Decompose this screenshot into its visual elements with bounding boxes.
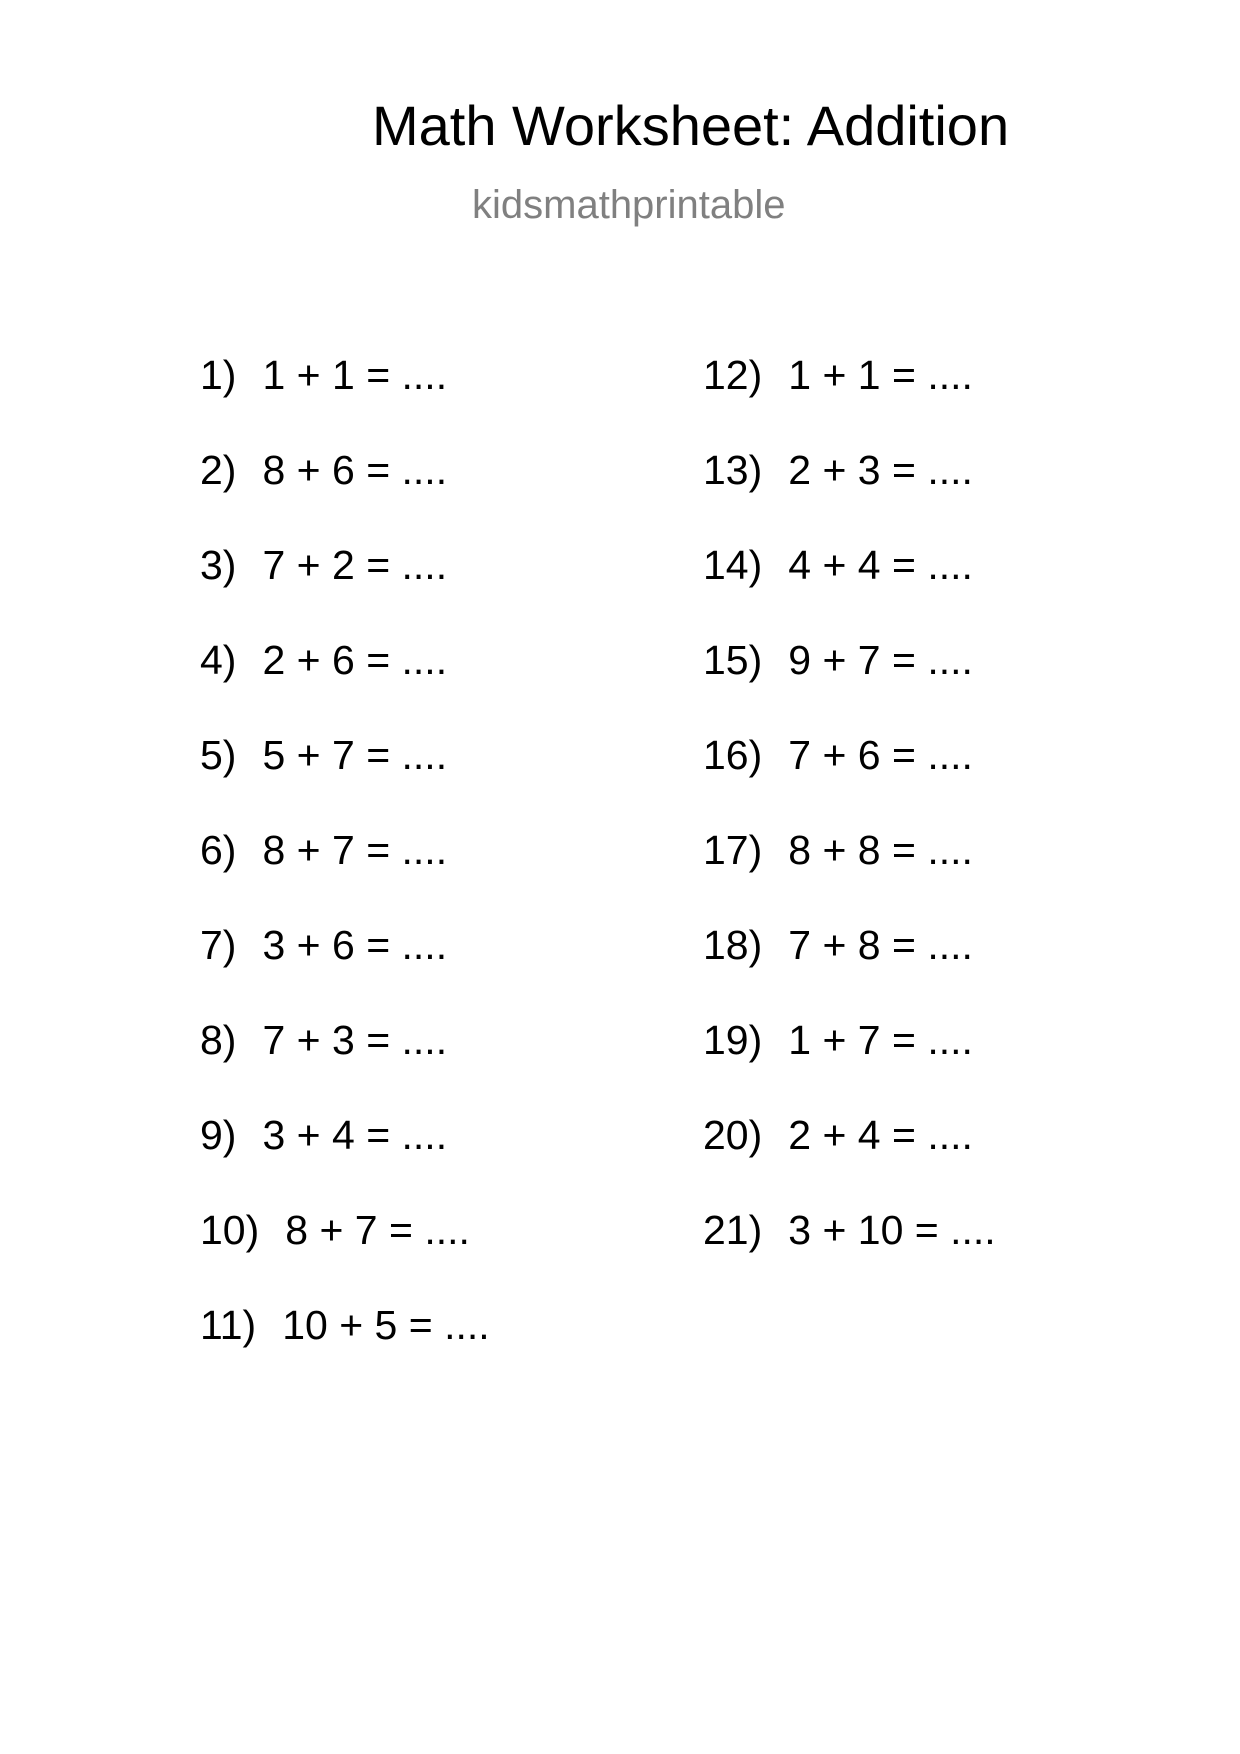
problem-number: 10) <box>200 1207 260 1253</box>
problem-number: 21) <box>703 1207 763 1253</box>
problem-item <box>200 542 490 640</box>
problem-expression: 10 + 5 = .... <box>282 1302 490 1348</box>
problem-expression: 2 + 6 = .... <box>262 637 448 683</box>
problem-item <box>200 352 490 450</box>
problem-expression: 1 + 1 = .... <box>262 352 448 398</box>
problem-item <box>703 1207 996 1305</box>
problem-expression: 3 + 4 = .... <box>262 1112 448 1158</box>
problem-item <box>703 732 996 830</box>
problem-number: 8) <box>200 1017 237 1063</box>
problem-number: 2) <box>200 447 237 493</box>
problem-number: 16) <box>703 732 763 778</box>
problem-expression: 7 + 8 = .... <box>788 922 973 968</box>
problem-expression: 7 + 6 = .... <box>788 732 973 778</box>
problem-item <box>703 447 996 545</box>
problem-item <box>703 542 996 640</box>
problem-item <box>703 1017 996 1115</box>
problem-number: 4) <box>200 637 237 683</box>
problem-expression: 5 + 7 = .... <box>262 732 448 778</box>
problem-expression: 1 + 7 = .... <box>788 1017 973 1063</box>
problem-item <box>200 447 490 545</box>
problem-column-left <box>200 352 490 1400</box>
problem-item <box>200 922 490 1020</box>
problem-number: 7) <box>200 922 237 968</box>
problem-expression: 8 + 8 = .... <box>788 827 973 873</box>
problem-item <box>200 1302 490 1400</box>
problem-expression: 4 + 4 = .... <box>788 542 973 588</box>
problem-item <box>200 732 490 830</box>
problem-number: 18) <box>703 922 763 968</box>
problem-item <box>703 352 996 450</box>
problem-number: 1) <box>200 352 237 398</box>
problem-number: 19) <box>703 1017 763 1063</box>
problem-expression: 7 + 2 = .... <box>262 542 448 588</box>
problem-item <box>703 827 996 925</box>
problem-number: 17) <box>703 827 763 873</box>
page-title: Math Worksheet: Addition <box>372 94 1010 157</box>
problem-column-right <box>703 352 996 1305</box>
problem-number: 9) <box>200 1112 237 1158</box>
problem-item <box>200 1112 490 1210</box>
problem-expression: 3 + 10 = .... <box>788 1207 996 1253</box>
problem-number: 6) <box>200 827 237 873</box>
problem-item <box>200 1017 490 1115</box>
problem-expression: 2 + 3 = .... <box>788 447 973 493</box>
problem-item <box>200 1207 490 1305</box>
problem-expression: 3 + 6 = .... <box>262 922 448 968</box>
problem-number: 12) <box>703 352 763 398</box>
problem-number: 13) <box>703 447 763 493</box>
problem-item <box>200 827 490 925</box>
problem-number: 15) <box>703 637 763 683</box>
problem-number: 5) <box>200 732 237 778</box>
problem-number: 20) <box>703 1112 763 1158</box>
problem-item <box>703 922 996 1020</box>
problem-expression: 8 + 7 = .... <box>262 827 448 873</box>
problem-expression: 9 + 7 = .... <box>788 637 973 683</box>
problem-item <box>703 637 996 735</box>
problem-expression: 8 + 7 = .... <box>285 1207 470 1253</box>
problem-expression: 8 + 6 = .... <box>262 447 448 493</box>
problem-item <box>703 1112 996 1210</box>
problem-expression: 2 + 4 = .... <box>788 1112 973 1158</box>
problem-expression: 1 + 1 = .... <box>788 352 973 398</box>
problem-expression: 7 + 3 = .... <box>262 1017 448 1063</box>
page-subtitle: kidsmathprintable <box>472 183 786 227</box>
problem-item <box>200 637 490 735</box>
problem-number: 11) <box>200 1302 257 1348</box>
problem-number: 3) <box>200 542 237 588</box>
problem-number: 14) <box>703 542 763 588</box>
